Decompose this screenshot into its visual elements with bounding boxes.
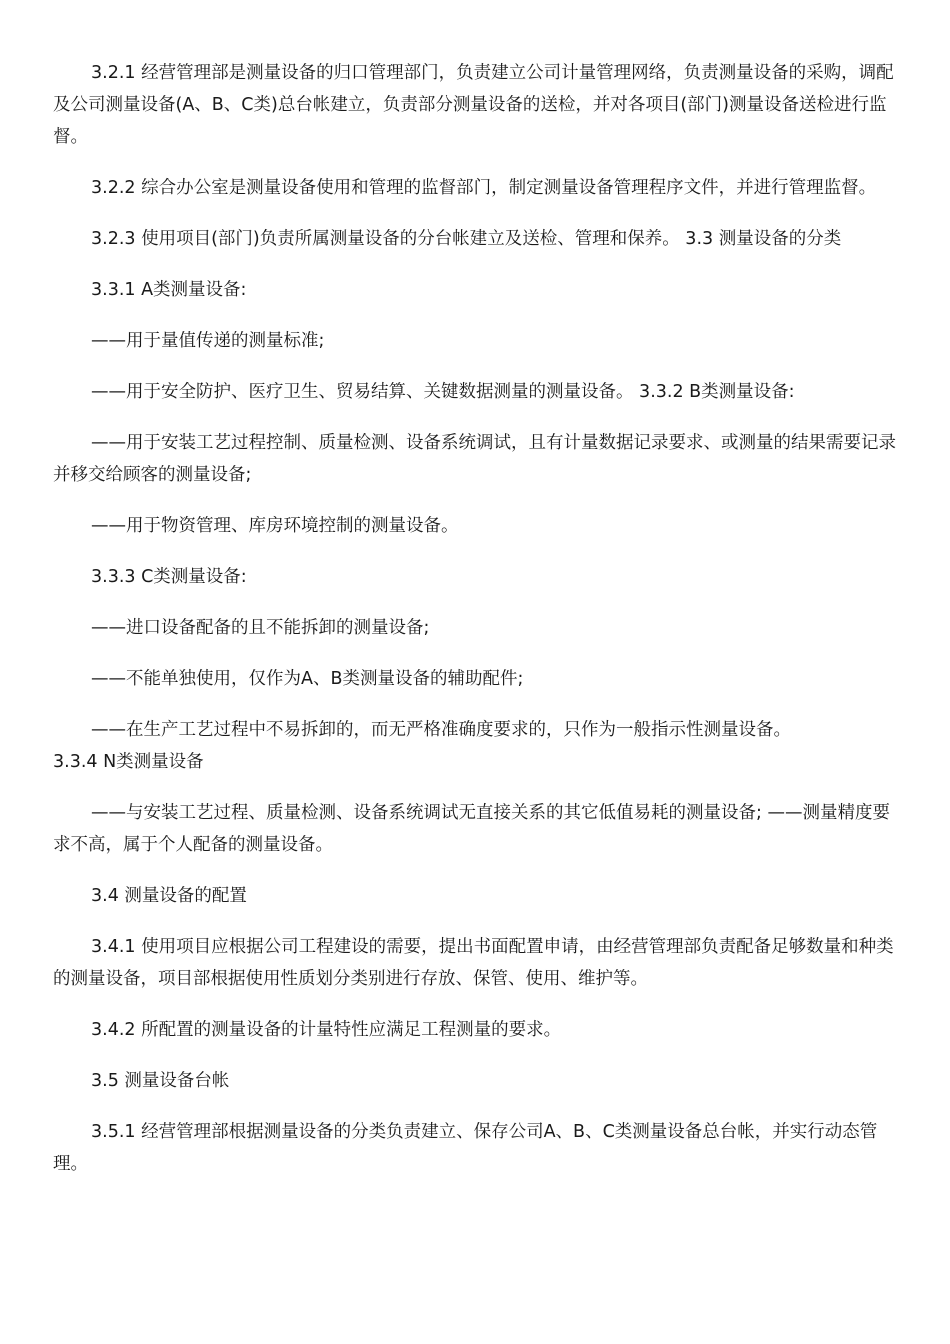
list-item-c-1: ——进口设备配备的且不能拆卸的测量设备; [91, 618, 430, 638]
list-item-c-2: ——不能单独使用，仅作为A、B类测量设备的辅助配件; [91, 669, 524, 689]
list-item-b-2: ——用于物资管理、库房环境控制的测量设备。 [91, 516, 459, 536]
list-item-c-3: ——在生产工艺过程中不易拆卸的，而无严格准确度要求的，只作为一般指示性测量设备。 [91, 720, 791, 740]
paragraph-3-2-3: 3.2.3 使用项目(部门)负责所属测量设备的分台帐建立及送检、管理和保养。 3.3 测量设备的分类 [91, 229, 842, 249]
list-item-a-1: ——用于量值传递的测量标准; [91, 331, 325, 351]
paragraph-3-3-3-heading: 3.3.3 C类测量设备: [91, 567, 247, 587]
paragraph-3-3-1-heading: 3.3.1 A类测量设备: [91, 280, 247, 300]
paragraph-3-4-2: 3.4.2 所配置的测量设备的计量特性应满足工程测量的要求。 [91, 1020, 562, 1040]
paragraph-3-2-1: 3.2.1 经营管理部是测量设备的归口管理部门，负责建立公司计量管理网络，负责测量设备的采购，调配及公司测量设备(A、B、C类)总台帐建立，负责部分测量设备的送检，并对各项目(部门)测量设备送检进行监督。 [53, 63, 894, 147]
paragraph-3-4-1: 3.4.1 使用项目应根据公司工程建设的需要，提出书面配置申请，由经营管理部负责配备足够数量和种类的测量设备，项目部根据使用性质划分类别进行存放、保管、使用、维护等。 [53, 937, 894, 989]
list-item-b-1: ——用于安装工艺过程控制、质量检测、设备系统调试，且有计量数据记录要求、或测量的结果需要记录并移交给顾客的测量设备; [53, 433, 896, 485]
list-item-n-1: ——与安装工艺过程、质量检测、设备系统调试无直接关系的其它低值易耗的测量设备; ——测量精度要求不高，属于个人配备的测量设备。 [53, 803, 890, 855]
paragraph-3-2-2: 3.2.2 综合办公室是测量设备使用和管理的监督部门，制定测量设备管理程序文件，并进行管理监督。 [91, 178, 877, 198]
document-page [53, 57, 898, 1199]
list-item-a-2: ——用于安全防护、医疗卫生、贸易结算、关键数据测量的测量设备。 3.3.2 B类测量设备: [91, 382, 795, 402]
paragraph-3-3-4-heading: 3.3.4 N类测量设备 [53, 752, 204, 772]
section-3-5-heading: 3.5 测量设备台帐 [91, 1071, 230, 1091]
paragraph-3-5-1: 3.5.1 经营管理部根据测量设备的分类负责建立、保存公司A、B、C类测量设备总台帐，并实行动态管理。 [53, 1122, 878, 1174]
section-3-4-heading: 3.4 测量设备的配置 [91, 886, 247, 906]
